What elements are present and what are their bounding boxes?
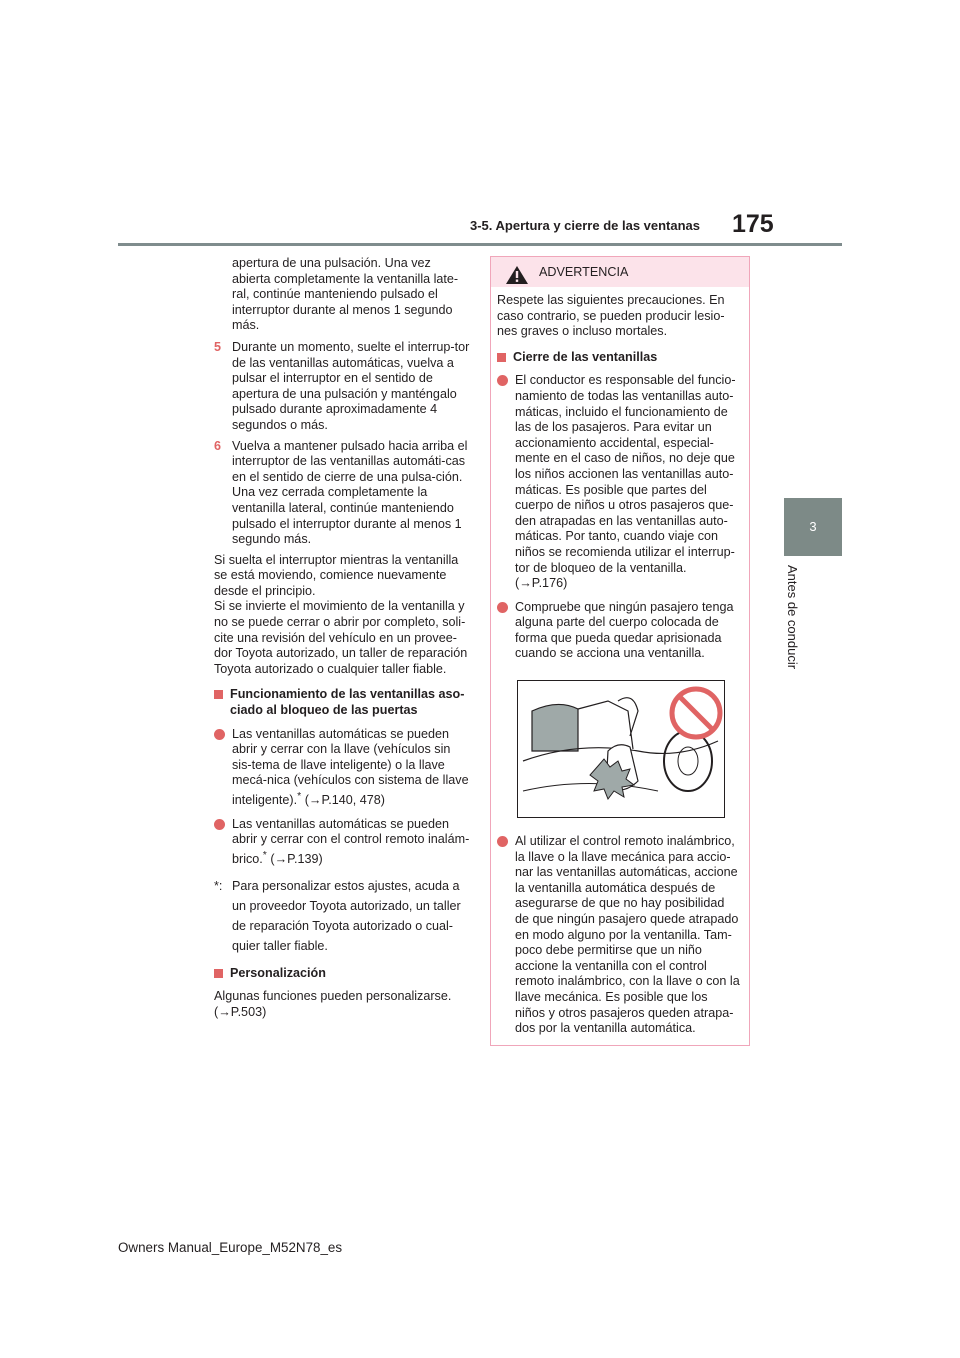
bullet-remote-operation: Las ventanillas automáticas se pueden abrir y cerrar con el control remoto inalám-brico.* (→P.139) bbox=[214, 817, 470, 868]
circle-bullet-icon bbox=[497, 836, 508, 847]
bullet-text: Compruebe que ningún pasajero tenga alguna parte del cuerpo colocada de forma que pueda quedar aprisionada cuando se acciona una ventanilla. bbox=[515, 599, 734, 661]
circle-bullet-icon bbox=[497, 602, 508, 613]
warning-header bbox=[491, 257, 749, 287]
bullet-key-operation: Las ventanillas automáticas se pueden abrir y cerrar con la llave (vehículos sin sis-tema de llave inteligente) o la llave mecá-nica (vehículos con sistema de llave inteligente).* (→P.140, 478) bbox=[214, 727, 470, 809]
subhead-customization bbox=[214, 966, 470, 982]
chapter-label bbox=[782, 565, 800, 685]
warning-bullet-remote bbox=[497, 834, 741, 1037]
page-number: 175 bbox=[732, 210, 774, 238]
circle-bullet-icon bbox=[497, 375, 508, 386]
square-bullet-icon bbox=[214, 690, 223, 699]
step-text: Durante un momento, suelte el interrup-tor de las ventanillas automáticas, vuelva a pulsar el interruptor en el sentido de apertura de una pulsación y manténgalo pulsado durante aproximadamente 4 segundos o más. bbox=[232, 339, 470, 432]
illustration-hand-in-window bbox=[517, 680, 725, 818]
warning-triangle-icon bbox=[505, 265, 529, 285]
header-rule bbox=[118, 243, 842, 246]
warning-bullet-passenger bbox=[497, 600, 741, 662]
subhead-text: Funcionamiento de las ventanillas aso-ciado al bloqueo de las puertas bbox=[230, 687, 465, 718]
warning-intro: Respete las siguientes precauciones. En caso contrario, se pueden producir lesio-nes graves o incluso mortales. bbox=[497, 293, 725, 339]
circle-bullet-icon bbox=[214, 819, 225, 830]
warning-subhead bbox=[497, 350, 741, 366]
square-bullet-icon bbox=[214, 969, 223, 978]
step-text: Vuelva a mantener pulsado hacia arriba el interruptor de las ventanillas automáti-cas en el sentido de cierre de una pulsa-ción. Una vez cerrada completamente la ventanilla lateral, continúe manteniendo pulsado el interruptor durante al menos 1 segundo más. bbox=[232, 438, 468, 547]
bullet-text: Al utilizar el control remoto inalámbrico, la llave o la llave mecánica para accio-nar las ventanillas automáticas, accione la ventanilla automática después de asegurarse de que no hay posibilidad de que ningún pasajero quede atrapado en modo alguno por la ventanilla. Tam-poco debe permitirse que un niño accione la ventanilla con el control remoto inalámbrico, con la llave o con la llave mecánica. Es posible que los niños y otros pasajeros queden atrapa-dos por la ventanilla automática. bbox=[515, 834, 740, 1036]
step-5 bbox=[214, 340, 470, 434]
page-ref-link[interactable]: (→P.139) bbox=[270, 852, 323, 867]
paragraph-reversal: Si se invierte el movimiento de la ventanilla y no se puede cerrar o abrir por completo, soli-cite una revisión del vehículo en un provee-dor Toyota autorizado, un taller de reparación Toyota autorizado o cualquier taller fiable. bbox=[214, 599, 468, 676]
chapter-tab[interactable]: 3 bbox=[784, 498, 842, 556]
warning-bullet-driver bbox=[497, 373, 741, 591]
circle-bullet-icon bbox=[214, 729, 225, 740]
section-title: 3-5. Apertura y cierre de las ventanas bbox=[470, 218, 701, 233]
intro-continuation: apertura de una pulsación. Una vez abierta completamente la ventanilla late-ral, continúe manteniendo pulsado el interruptor durante al menos 1 segundo más. bbox=[232, 256, 459, 333]
paragraph-customization: Algunas funciones pueden personalizarse. (→P.503) bbox=[214, 989, 452, 1019]
car-window-illustration bbox=[518, 681, 724, 817]
footnote bbox=[214, 876, 470, 956]
step-number: 6 bbox=[214, 438, 222, 453]
step-number: 5 bbox=[214, 339, 222, 354]
chapter-label-text: Antes de conducir bbox=[785, 565, 800, 670]
subhead-text: Personalización bbox=[230, 965, 326, 980]
page-ref-link[interactable]: (→P.140, 478) bbox=[304, 793, 385, 808]
bullet-text: Las ventanillas automáticas se pueden abrir y cerrar con el control remoto inalám-brico. bbox=[232, 816, 470, 867]
bullet-text: El conductor es responsable del funcio-namiento de todas las ventanillas auto-máticas, incluido el funcionamiento de las de los pasajeros. Para evitar un accionamiento accidental, especial-mente en el caso de niños, no deje que los niños accionen las ventanillas auto-máticas. Es posible que partes del cuerpo de niños u otros pasajeros que-den atrapadas en las ventanillas auto-máticas. Por tanto, cuando viaje con niños se recomienda utilizar el interrup-tor de bloqueo de la ventanilla. (→P.176) bbox=[515, 373, 736, 591]
paragraph-restart: Si suelta el interruptor mientras la ventanilla se está moviendo, comience nuevamente desde el principio. bbox=[214, 552, 459, 598]
footer-doc-id: Owners Manual_Europe_M52N78_es bbox=[118, 1240, 343, 1255]
bullet-text: Las ventanillas automáticas se pueden abrir y cerrar con la llave (vehículos sin sis-tema de llave inteligente) o la llave mecá-nica (vehículos con sistema de llave inteligente). bbox=[232, 726, 469, 808]
warning-title: ADVERTENCIA bbox=[539, 265, 629, 279]
subhead-door-lock bbox=[214, 687, 470, 718]
footnote-text: Para personalizar estos ajustes, acuda a un proveedor Toyota autorizado, un taller de reparación Toyota autorizado o cual-quier taller fiable. bbox=[232, 878, 461, 953]
warning-content bbox=[497, 293, 741, 1045]
left-column bbox=[214, 256, 470, 1027]
square-bullet-icon bbox=[497, 353, 506, 362]
step-6 bbox=[214, 439, 470, 548]
footnote-mark: *: bbox=[214, 878, 223, 893]
subhead-text: Cierre de las ventanillas bbox=[513, 349, 658, 364]
